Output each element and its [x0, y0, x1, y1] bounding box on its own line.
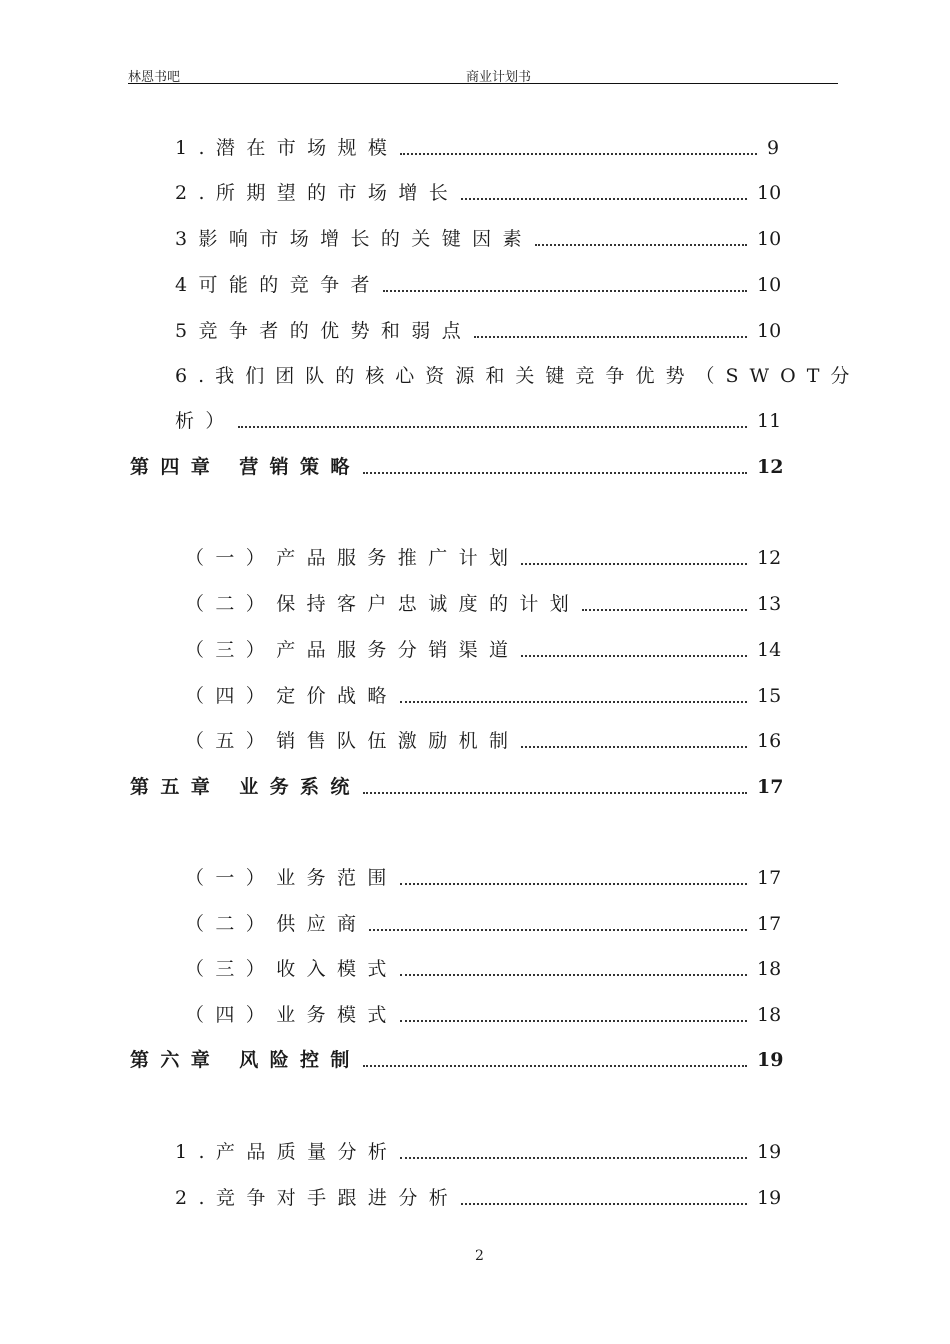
toc-entry-title: （三）收入模式: [185, 958, 398, 980]
toc-entry-title: 第五章 业务系统: [130, 776, 361, 798]
toc-page-number: 15: [757, 685, 782, 707]
toc-leader-dots: [383, 290, 747, 292]
toc-entry-title: 第六章 风险控制: [130, 1049, 361, 1071]
toc-entry[interactable]: [185, 956, 795, 982]
toc-leader-dots: [582, 609, 747, 611]
toc-entry[interactable]: [175, 272, 795, 298]
toc-page-number: 10: [757, 182, 782, 204]
toc-entry-title: （五）销售队伍激励机制: [185, 730, 520, 752]
toc-leader-dots: [363, 1065, 747, 1067]
toc-page-number: 13: [757, 593, 782, 615]
toc-entry-title: 析）: [175, 410, 236, 432]
toc-page-number: 19: [757, 1141, 782, 1163]
toc-entry[interactable]: [185, 865, 795, 891]
toc-page-number: 11: [757, 410, 782, 432]
toc-leader-dots: [400, 974, 747, 976]
toc-entry[interactable]: [185, 637, 795, 663]
page-number: 2: [475, 1248, 484, 1264]
toc-entry[interactable]: [175, 180, 795, 206]
toc-entry[interactable]: [185, 911, 795, 937]
toc-leader-dots: [521, 655, 747, 657]
toc-chapter-entry[interactable]: [130, 454, 795, 480]
toc-entry-title: 4可能的竞争者: [175, 274, 381, 296]
toc-entry[interactable]: [175, 135, 805, 161]
toc-leader-dots: [238, 426, 747, 428]
toc-entry-wrapped-line: 6.我们团队的核心资源和关键竞争优势（SWOT分: [175, 365, 861, 387]
toc-entry-title: （四）定价战略: [185, 685, 398, 707]
toc-page-number: 18: [757, 1004, 782, 1026]
toc-leader-dots: [400, 1157, 747, 1159]
toc-entry-title: （二）供应商: [185, 913, 368, 935]
toc-page-number: 10: [757, 320, 782, 342]
toc-page-number: 12: [757, 456, 784, 478]
toc-chapter-entry[interactable]: [130, 774, 795, 800]
toc-page-number: 14: [757, 639, 782, 661]
toc-page-number: 18: [757, 958, 782, 980]
toc-entry-title: （三）产品服务分销渠道: [185, 639, 520, 661]
toc-leader-dots: [400, 701, 747, 703]
toc-leader-dots: [400, 1020, 747, 1022]
toc-chapter-entry[interactable]: [130, 1047, 795, 1073]
toc-entry-title: 1.产品质量分析: [175, 1141, 399, 1163]
toc-entry[interactable]: [175, 408, 795, 434]
toc-page-number: 16: [757, 730, 782, 752]
toc-entry-title: 2.所期望的市场增长: [175, 182, 460, 204]
toc-entry[interactable]: [175, 1185, 795, 1211]
toc-page-number: 10: [757, 274, 782, 296]
toc-page-number: 17: [757, 913, 782, 935]
header-left-text: 林恩书吧: [128, 70, 181, 85]
toc-page-number: 17: [757, 776, 784, 798]
toc-page-number: 19: [757, 1049, 784, 1071]
toc-leader-dots: [521, 746, 747, 748]
toc-page-number: 12: [757, 547, 782, 569]
toc-leader-dots: [535, 244, 747, 246]
toc-leader-dots: [363, 472, 747, 474]
toc-entry-title: （一）产品服务推广计划: [185, 547, 520, 569]
toc-entry-title: 3影响市场增长的关键因素: [175, 228, 533, 250]
toc-leader-dots: [400, 153, 757, 155]
toc-entry-title: 1.潜在市场规模: [175, 137, 399, 159]
toc-page-number: 17: [757, 867, 782, 889]
toc-leader-dots: [474, 336, 747, 338]
toc-entry-title: （一）业务范围: [185, 867, 398, 889]
toc-page-number: 9: [767, 137, 780, 159]
toc-entry[interactable]: [175, 318, 795, 344]
toc-page-number: 10: [757, 228, 782, 250]
toc-entry-title: （二）保持客户忠诚度的计划: [185, 593, 581, 615]
toc-entry[interactable]: [185, 728, 795, 754]
header-title: 商业计划书: [466, 70, 532, 85]
toc-page-number: 19: [757, 1187, 782, 1209]
toc-entry[interactable]: [175, 226, 795, 252]
toc-entry-title: 5竞争者的优势和弱点: [175, 320, 473, 342]
toc-entry-title: 2.竞争对手跟进分析: [175, 1187, 460, 1209]
header-rule: [128, 83, 838, 84]
toc-entry[interactable]: [185, 1002, 795, 1028]
toc-leader-dots: [369, 929, 747, 931]
toc-entry[interactable]: [185, 683, 795, 709]
toc-leader-dots: [461, 1203, 747, 1205]
toc-entry[interactable]: [185, 545, 795, 571]
toc-leader-dots: [400, 883, 747, 885]
toc-leader-dots: [363, 792, 747, 794]
toc-entry-title: （四）业务模式: [185, 1004, 398, 1026]
toc-entry[interactable]: [175, 1139, 795, 1165]
toc-entry-title: 第四章 营销策略: [130, 456, 361, 478]
toc-leader-dots: [461, 198, 747, 200]
toc-leader-dots: [521, 563, 747, 565]
toc-entry[interactable]: [185, 591, 795, 617]
